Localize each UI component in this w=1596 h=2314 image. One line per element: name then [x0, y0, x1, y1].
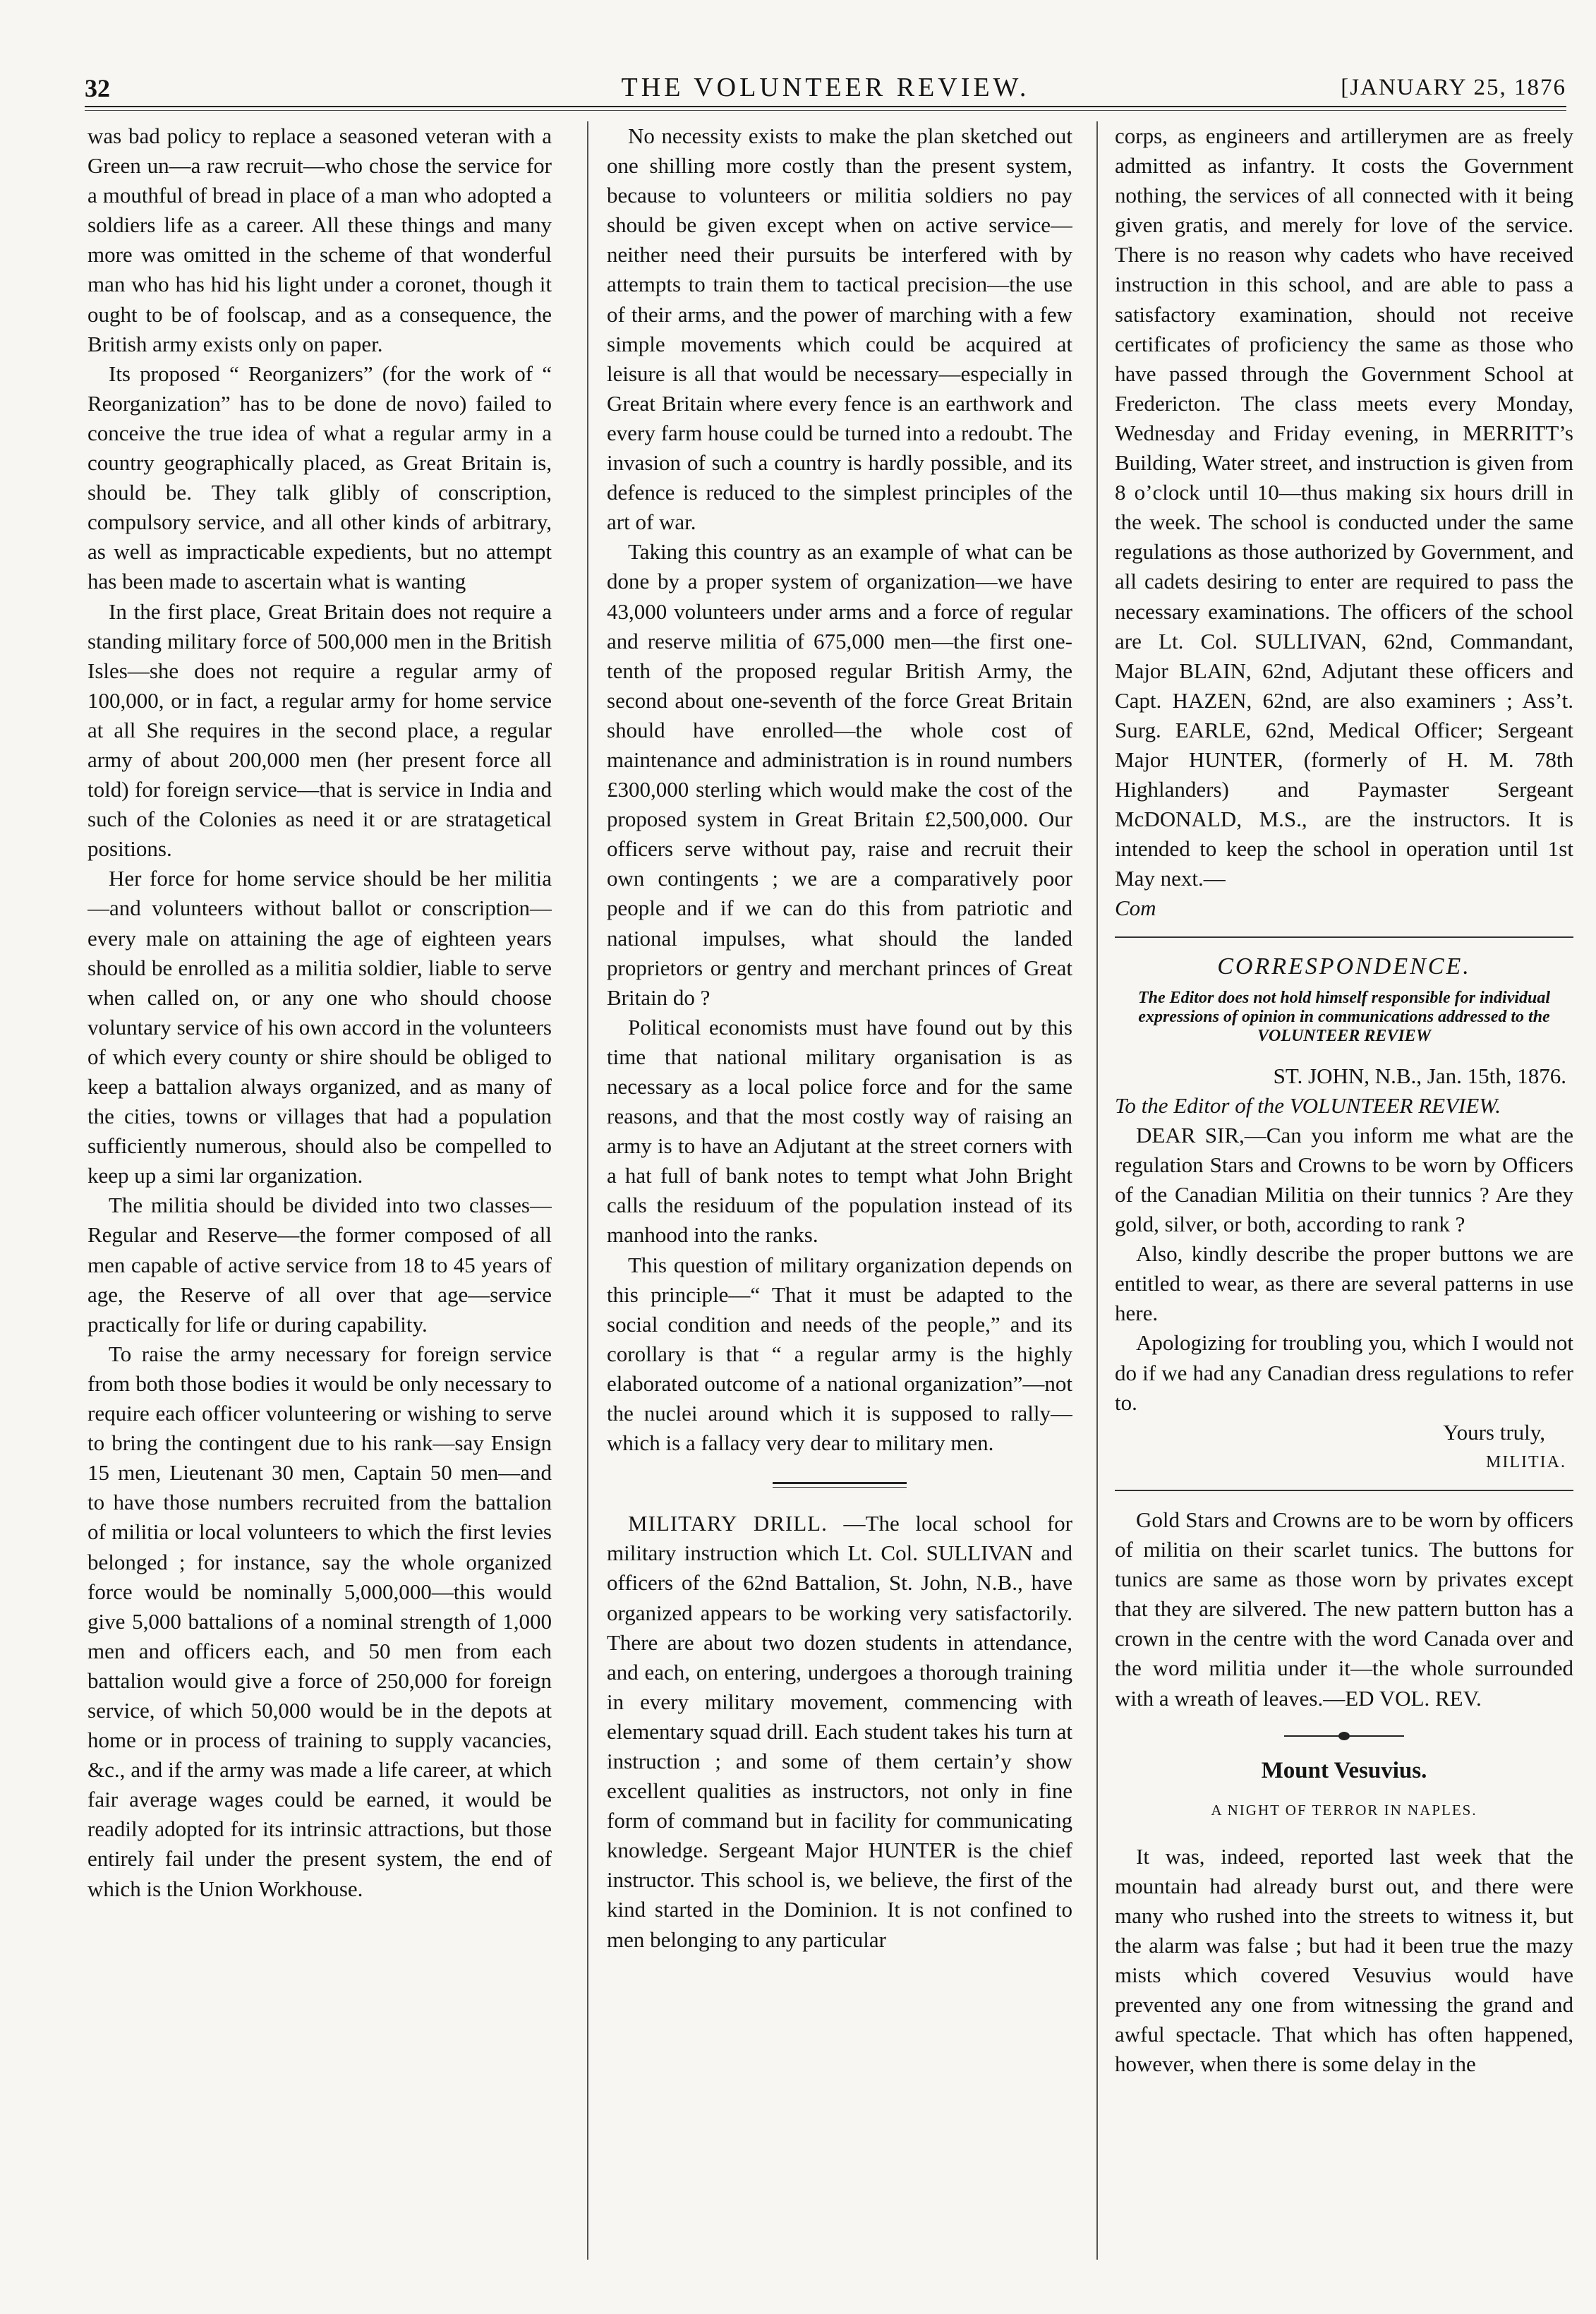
- article-paragraph: Its proposed “ Reorganizers” (for the work of “ Reorganization” has to be done de novo) failed to conceive the true idea of what a regular army in a country geographically placed, as Great Britain is, should be. They talk glibly of conscription, compulsory service, and all other kinds of arbitrary, as well as impracticable expedients, but no attempt has been made to ascertain what is wanting: [87, 361, 552, 594]
- issue-date: [JANUARY 25, 1876: [1341, 75, 1566, 100]
- letter-paragraph: DEAR SIR,—Can you inform me what are the regulation Stars and Crowns to be worn by Officers of the Canadian Militia on their tunnics ? Are they gold, silver, or both, according to rank ?: [1115, 1122, 1573, 1237]
- drill-article: [607, 1509, 1072, 1954]
- drill-continued: corps, as engineers and artillerymen are as freely admitted as infantry. It costs the Government nothing, the services of all connected with it being given gratis, and merely for love of the service. There is no reason why cadets who have received instruction in this school, and are able to pass a satisfactory examination, should not receive certificates of proficiency the same as those who have passed through the Government School at Fredericton. The class meets every Monday, Wednesday and Friday evening, in MERRITT’s Building, Water street, and instruction is given from 8 o’clock until 10—thus making six hours drill in the week. The school is conducted under the same regulations as those authorized by Government, and all cadets desiring to enter are required to pass the necessary examinations. The officers of the school are Lt. Col. SULLIVAN, 62nd, Commandant, Major BLAIN, 62nd, Adjutant these officers and Capt. HAZEN, 62nd, are also examiners ; Ass’t. Surg. EARLE, 62nd, Medical Officer; Sergeant Major HUNTER, (formerly of H. M. 78th Highlanders) and Paymaster Sergeant McDONALD, M.S., are the instructors. It is intended to keep the school in operation until 1st May next.—: [1115, 123, 1573, 891]
- section-separator: [773, 1482, 907, 1488]
- column-2: [607, 121, 1072, 2267]
- page-header: [85, 69, 1566, 110]
- article-paragraph: Her force for home service should be her militia—and volunteers without ballot or conscription—every male on attaining the age of eighteen years should be enrolled as a militia soldier, liable to serve when called on, or any one who should choose voluntary service of his own accord in the volunteers of which every county or shire should be obliged to keep a battalion always organized, and as many of the cities, towns or villages that had a population sufficiently numerous, should also be compelled to keep up a simi lar organization.: [87, 866, 552, 1188]
- drill-source: Com: [1115, 896, 1156, 921]
- drill-text: —The local school for military instruction which Lt. Col. SULLIVAN and officers of the 62nd Battalion, St. John, N.B., have organized appears to be working very satisfactorily. There are about two dozen students in attendance, and each, on entering, undergoes a thorough training in every military movement, commencing with elementary squad drill. Each student takes his turn at instruction ; and some of them certain’y show excellent qualities as instructors, not only in fine form of command but in facility for communicating knowledge. Sergeant Major HUNTER is the chief instructor. This school is, we believe, the first of the kind started in the Dominion. It is not confined to men belonging to any particular: [607, 1511, 1072, 1952]
- drill-heading: MILITARY DRILL.: [628, 1511, 828, 1536]
- editor-disclaimer: The Editor does not hold himself responsible for individual expressions of opinion in communications addressed to the VOLUNTEER REVIEW: [1137, 988, 1551, 1045]
- editor-reply: Gold Stars and Crowns are to be worn by officers of militia on their scarlet tunics. The buttons for tunics are same as those worn by privates except that they are silvered. The new pattern button has a crown in the centre with the word Canada over and the word militia under it—the whole surrounded with a wreath of leaves.—ED VOL. REV.: [1115, 1507, 1573, 1711]
- letter-signature: MILITIA.: [1486, 1452, 1566, 1471]
- vesuvius-paragraph: It was, indeed, reported last week that the mountain had already burst out, and there were many who rushed into the streets to witness it, but the alarm was false ; but had it been true the mazy mists which covered Vesuvius would have prevented any one from witnessing the grand and awful spectacle. That which has often happened, however, when there is some delay in the: [1115, 1843, 1573, 2077]
- article-paragraph: In the first place, Great Britain does not require a standing military force of 500,000 men in the British Isles—she does not require a regular army of 100,000, or in fact, a regular army for home service at all She requires in the second place, a regular army of about 200,000 men (her present force all told) for foreign service—that is service in India and such of the Colonies as need it or are stratagetical positions.: [87, 598, 552, 862]
- column-1: [87, 121, 552, 2267]
- header-rule: [85, 106, 1566, 107]
- letter-salutation-line: To the Editor of the VOLUNTEER REVIEW.: [1115, 1092, 1501, 1118]
- article-paragraph: Taking this country as an example of what can be done by a proper system of organization—we have 43,000 volunteers under arms and a force of regular and reserve militia of 675,000 men—the first one-tenth of the proposed regular British Army, the second about one-seventh of the force Great Britain should have enrolled—the whole cost of maintenance and administration is in round numbers £300,000 sterling which would make the cost of the proposed system in Great Britain £2,500,000. Our officers serve without pay, raise and recruit their own contingents ; we are a comparatively poor people and if we can do this from patriotic and national impulses, what should the landed proprietors or gentry and merchant princes of Great Britain do ?: [607, 539, 1072, 1010]
- article-paragraph: This question of military organization depends on this principle—“ That it must be adapted to the social condition and needs of the people,” and its corollary is that “ a regular army is the highly elaborated outcome of a national organization”—not the nuclei around which it is supposed to rally—which is a fallacy very dear to military men.: [607, 1252, 1072, 1456]
- column-3: [1115, 121, 1573, 2267]
- article-paragraph: No necessity exists to make the plan sketched out one shilling more costly than the present system, because to volunteers or militia soldiers no pay should be given except when on active service—neither need their pursuits be interfered with by attempts to train them to tactical precision—the use of their arms, and the power of marching with a few simple movements which could be acquired at leisure is all that would be necessary—especially in Great Britain where every fence is an earthwork and every farm house could be turned into a redoubt. The invasion of such a country is hardly possible, and its defence is reduced to the simplest principles of the art of war.: [607, 123, 1072, 535]
- section-rule: [1115, 1490, 1573, 1491]
- publication-title: THE VOLUNTEER REVIEW.: [621, 73, 1030, 102]
- letter-closing: Yours truly,: [1443, 1419, 1545, 1445]
- column-divider-2: [1096, 121, 1098, 2260]
- page-number: 32: [85, 74, 110, 102]
- column-divider-1: [587, 121, 588, 2260]
- article-paragraph: The militia should be divided into two classes—Regular and Reserve—the former composed of all men capable of active service from 18 to 45 years of age, the Reserve of all over that age—service practically for life or during capability.: [87, 1193, 552, 1337]
- letter-paragraph: Apologizing for troubling you, which I would not do if we had any Canadian dress regulations to refer to.: [1115, 1330, 1573, 1415]
- section-rule: [1115, 936, 1573, 938]
- article-paragraph: Political economists must have found out by this time that national military organisation is as necessary as a local police force and for the same reasons, and that the most costly way of raising an army is to have an Adjutant at the street corners with a hat full of bank notes to tempt what John Bright calls the residuum of the population instead of its manhood into the ranks.: [607, 1014, 1072, 1248]
- correspondence-heading: CORRESPONDENCE.: [1217, 953, 1471, 980]
- ornamental-separator: [1284, 1732, 1404, 1740]
- letter-paragraph: Also, kindly describe the proper buttons we are entitled to wear, as there are several patterns in use here.: [1115, 1241, 1573, 1326]
- vesuvius-heading: Mount Vesuvius.: [1261, 1757, 1427, 1783]
- article-paragraph: To raise the army necessary for foreign service from both those bodies it would be only necessary to require each officer volunteering or wishing to serve to bring the contingent due to his rank—say Ensign 15 men, Lieutenant 30 men, Captain 50 men—and to have those numbers recruited from the battalion of militia or local volunteers to which the first levies belonged ; for instance, say the whole organized force would be nominally 5,000,000—this would give 5,000 battalions of a nominal strength of 1,000 men and officers each, and 50 men from each battalion would give a force of 250,000 for foreign service, of which 50,000 would be in the depots at home or in process of training to supply vacancies, &c., and if the army was made a life career, at which fair average wages could be earned, it would be readily adopted for its intrinsic attractions, but those entirely fail under the present system, the end of which is the Union Workhouse.: [87, 1341, 552, 1901]
- vesuvius-subheading: A NIGHT OF TERROR IN NAPLES.: [1211, 1801, 1477, 1819]
- header-rule-thin: [85, 110, 1566, 111]
- letter-dateline: ST. JOHN, N.B., Jan. 15th, 1876.: [1273, 1063, 1566, 1088]
- article-paragraph: was bad policy to replace a seasoned veteran with a Green un—a raw recruit—who chose the service for a mouthful of bread in place of a man who adopted a soldiers life as a career. All these things and many more was omitted in the scheme of that wonderful man who has hid his light under a coronet, though it ought to be of foolscap, and as a consequence, the British army exists only on paper.: [87, 123, 552, 356]
